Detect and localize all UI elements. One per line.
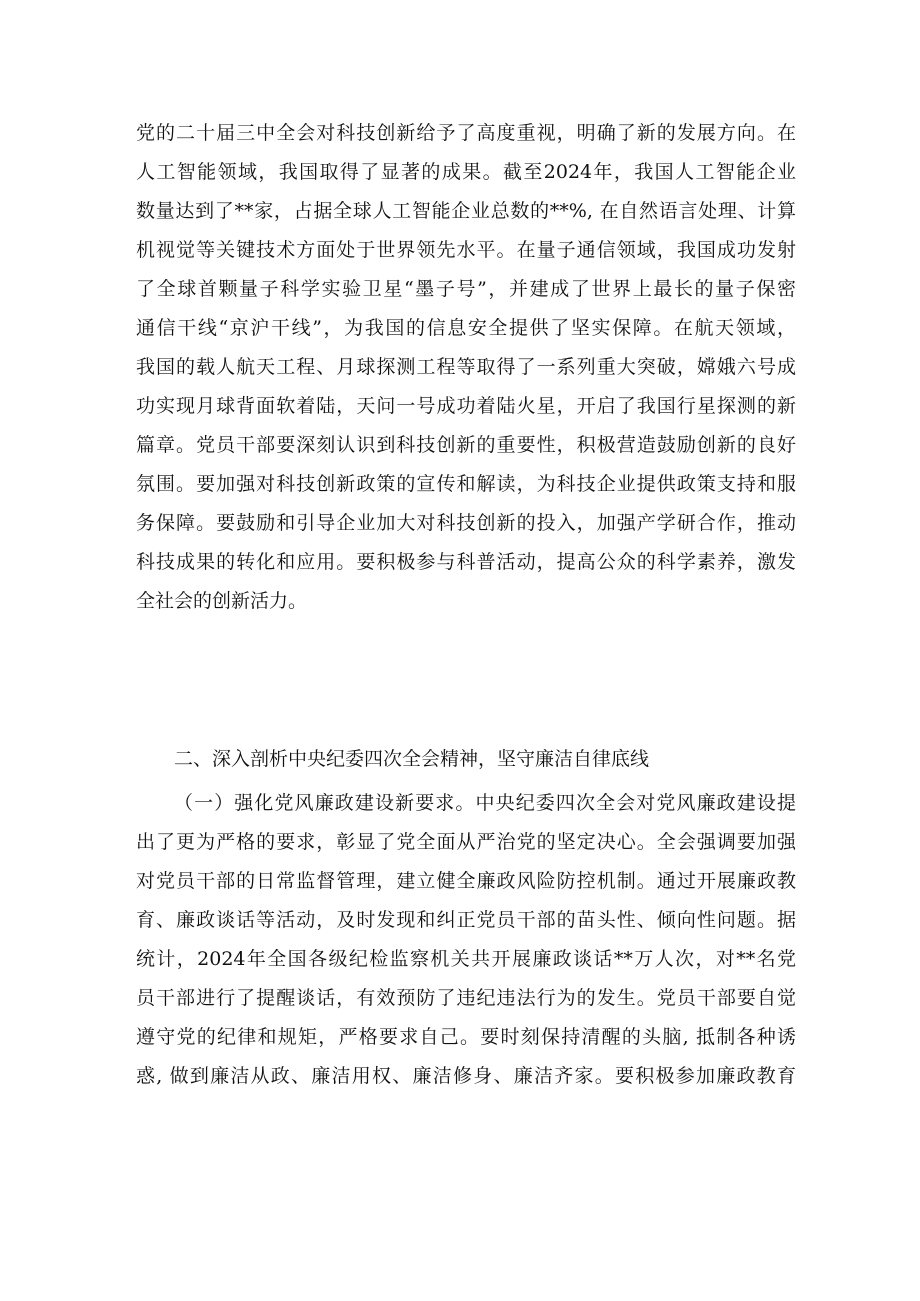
paragraph-line-last: 全社会的创新活力。 <box>136 590 308 612</box>
paragraph-line: 惑, 做到廉洁从政、廉洁用权、廉洁修身、廉洁齐家。要积极参加廉政教育 <box>136 1065 796 1087</box>
paragraph-line: 科技成果的转化和应用。要积极参与科普活动，提高公众的科学素养，激发 <box>136 551 796 573</box>
paragraph-line: 机视觉等关键技术方面处于世界领先水平。在量子通信领域，我国成功发射 <box>136 239 796 261</box>
paragraph-line: 通信干线“京沪干线”，为我国的信息安全提供了坚实保障。在航天领域， <box>136 317 796 339</box>
paragraph-line: 数量达到了**家，占据全球人工智能企业总数的**%, 在自然语言处理、计算 <box>136 200 796 222</box>
paragraph-line: 出了更为严格的要求，彰显了党全面从严治党的坚定决心。全会强调要加强 <box>136 831 796 853</box>
paragraph-line: 育、廉政谈话等活动，及时发现和纠正党员干部的苗头性、倾向性问题。据 <box>136 909 796 931</box>
paragraph-line: 篇章。党员干部要深刻认识到科技创新的重要性，积极营造鼓励创新的良好 <box>136 434 796 456</box>
paragraph-line: 了全球首颗量子科学实验卫星“墨子号”，并建成了世界上最长的量子保密 <box>136 278 796 300</box>
paragraph-line: 员干部进行了提醒谈话，有效预防了违纪违法行为的发生。党员干部要自觉 <box>136 987 796 1009</box>
section-heading-two <box>136 740 796 779</box>
paragraph-line: 遵守党的纪律和规矩，严格要求自己。要时刻保持清醒的头脑, 抵制各种诱 <box>136 1026 796 1048</box>
paragraph-line-first: （一）强化党风廉政建设新要求。中央纪委四次全会对党风廉政建设提 <box>174 792 796 814</box>
paragraph-line: 党的二十届三中全会对科技创新给予了高度重视，明确了新的发展方向。在 <box>136 122 796 144</box>
paragraph-line: 对党员干部的日常监督管理，建立健全廉政风险防控机制。通过开展廉政教 <box>136 870 796 892</box>
paragraph-line: 氛围。要加强对科技创新政策的宣传和解读，为科技企业提供政策支持和服 <box>136 473 796 495</box>
paragraph-line: 人工智能领域，我国取得了显著的成果。截至2024年，我国人工智能企业 <box>136 161 796 183</box>
paragraph-science-innovation <box>136 114 796 621</box>
paragraph-line: 统计，2024年全国各级纪检监察机关共开展廉政谈话**万人次，对**名党 <box>136 948 796 970</box>
paragraph-line: 务保障。要鼓励和引导企业加大对科技创新的投入，加强产学研合作，推动 <box>136 512 796 534</box>
paragraph-line: 我国的载人航天工程、月球探测工程等取得了一系列重大突破，嫦娥六号成 <box>136 356 796 378</box>
section-heading-text: 二、深入剖析中央纪委四次全会精神，坚守廉洁自律底线 <box>174 748 650 770</box>
paragraph-line: 功实现月球背面软着陆，天问一号成功着陆火星，开启了我国行星探测的新 <box>136 395 796 417</box>
paragraph-party-discipline <box>136 784 796 1096</box>
